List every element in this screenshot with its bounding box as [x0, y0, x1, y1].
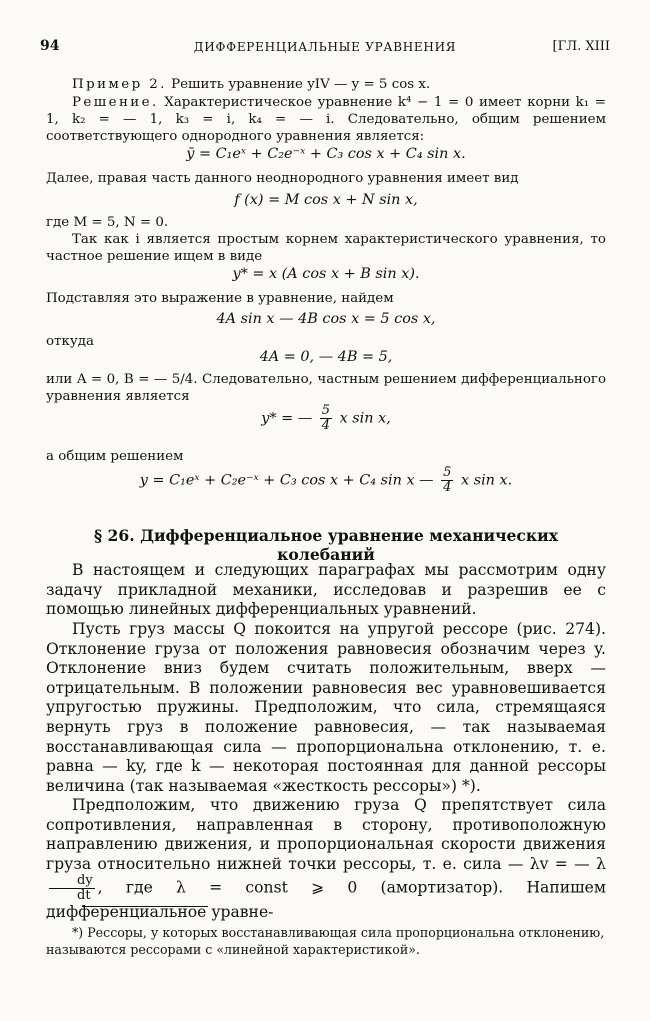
equation-coefficients: 4A = 0, — 4B = 5, [259, 349, 393, 365]
fraction-denominator-2: 4 [443, 480, 452, 495]
equation-general-solution [46, 466, 606, 495]
equation-substituted: 4A sin x — 4B cos x = 5 cos x, [216, 311, 436, 327]
footnote: *) Рессоры, у которых восстанавливающая сила пропорциональна отклонению, называются рессорами с «линейной характеристикой». [46, 925, 605, 957]
fraction-five-quarters-2 [441, 466, 453, 495]
chapter-label: [ГЛ. XIII [552, 39, 610, 54]
paragraph-intro: В настоящем и следующих параграфах мы рассмотрим одну задачу прикладной механики, исследовав и разрешив ее с помощью линейных дифференциальных уравнений. [46, 561, 606, 619]
eq6-left: y* = — [261, 410, 313, 427]
solution-text: Характеристическое уравнение k⁴ − 1 = 0 имеет корни k₁ = 1, k₂ = — 1, k₃ = i, k₄ = — i. Следовательно, общим решением соответствующего однородного уравнения является: [46, 95, 606, 144]
eq7-right: x sin x. [461, 472, 513, 489]
example-intro: Решить уравнение yIV — y = 5 cos x. [171, 77, 431, 92]
solution-paragraph [46, 94, 606, 145]
fraction-five-quarters [320, 404, 332, 433]
equation-homogeneous: ȳ = C₁eˣ + C₂e⁻ˣ + C₃ cos x + C₄ sin x. [186, 146, 466, 162]
page-number: 94 [40, 38, 60, 54]
text-whence: откуда [46, 334, 94, 349]
text-general-solution: а общим решением [46, 449, 184, 464]
example-title: Пример 2. [72, 77, 167, 92]
solution-word: Решение. [72, 95, 159, 110]
equation-particular-form: y* = x (A cos x + B sin x). [232, 266, 420, 282]
derivative-fraction [49, 874, 95, 903]
text-simple-root: Так как i является простым корнем характеристического уравнения, то частное решение ищем в виде [46, 232, 606, 264]
running-title: ДИФФЕРЕНЦИАЛЬНЫЕ УРАВНЕНИЯ [193, 40, 457, 54]
example-statement [46, 76, 606, 93]
resistance-tail: , где λ = const ⩾ 0 (амортизатор). Напишем дифференциальное уравне- [46, 878, 606, 922]
text-particular-solution: или A = 0, B = — 5/4. Следовательно, частным решением дифференциального уравнения является [46, 372, 606, 404]
text-constants: где M = 5, N = 0. [46, 215, 169, 230]
derivative-numerator: dy [49, 874, 95, 889]
equation-particular-solution [46, 404, 606, 433]
section-heading: § 26. Дифференциальное уравнение механических колебаний [93, 526, 559, 564]
fraction-denominator: 4 [321, 418, 330, 433]
fraction-numerator-2: 5 [443, 465, 452, 480]
equation-right-side: f (x) = M cos x + N sin x, [234, 192, 418, 208]
eq6-right: x sin x, [339, 410, 391, 427]
text-right-side: Далее, правая часть данного неоднородного уравнения имеет вид [46, 171, 519, 186]
running-header [40, 38, 610, 58]
eq7-left: y = C₁eˣ + C₂e⁻ˣ + C₃ cos x + C₄ sin x — [139, 472, 434, 489]
fraction-numerator: 5 [321, 403, 330, 418]
resistance-text: Предположим, что движению груза Q препятствует сила сопротивления, направленная в сторону, противоположную направлению движения, и пропорциональная скорости движения груза относительно нижней точки рессоры, т. е. сила — λv = — λ [46, 796, 606, 873]
footnote-divider [82, 906, 208, 907]
paragraph-load-on-spring: Пусть груз массы Q покоится на упругой рессоре (рис. 274). Отклонение груза от положения равновесия обозначим через y. Отклонение вниз будем считать положительным, вверх — отрицательным. В положении равновесия вес уравновешивается упругостью пружины. Предположим, что сила, стремящаяся вернуть груз в положение равновесия, — так называемая восстанавливающая сила — пропорциональна отклонению, т. е. равна — ky, где k — некоторая постоянная для данной рессоры величина (так называемая «жесткость рессоры») *). [46, 620, 606, 795]
derivative-denominator: dt [77, 888, 91, 904]
paragraph-resistance [46, 796, 606, 923]
text-substitute: Подставляя это выражение в уравнение, найдем [46, 291, 394, 306]
